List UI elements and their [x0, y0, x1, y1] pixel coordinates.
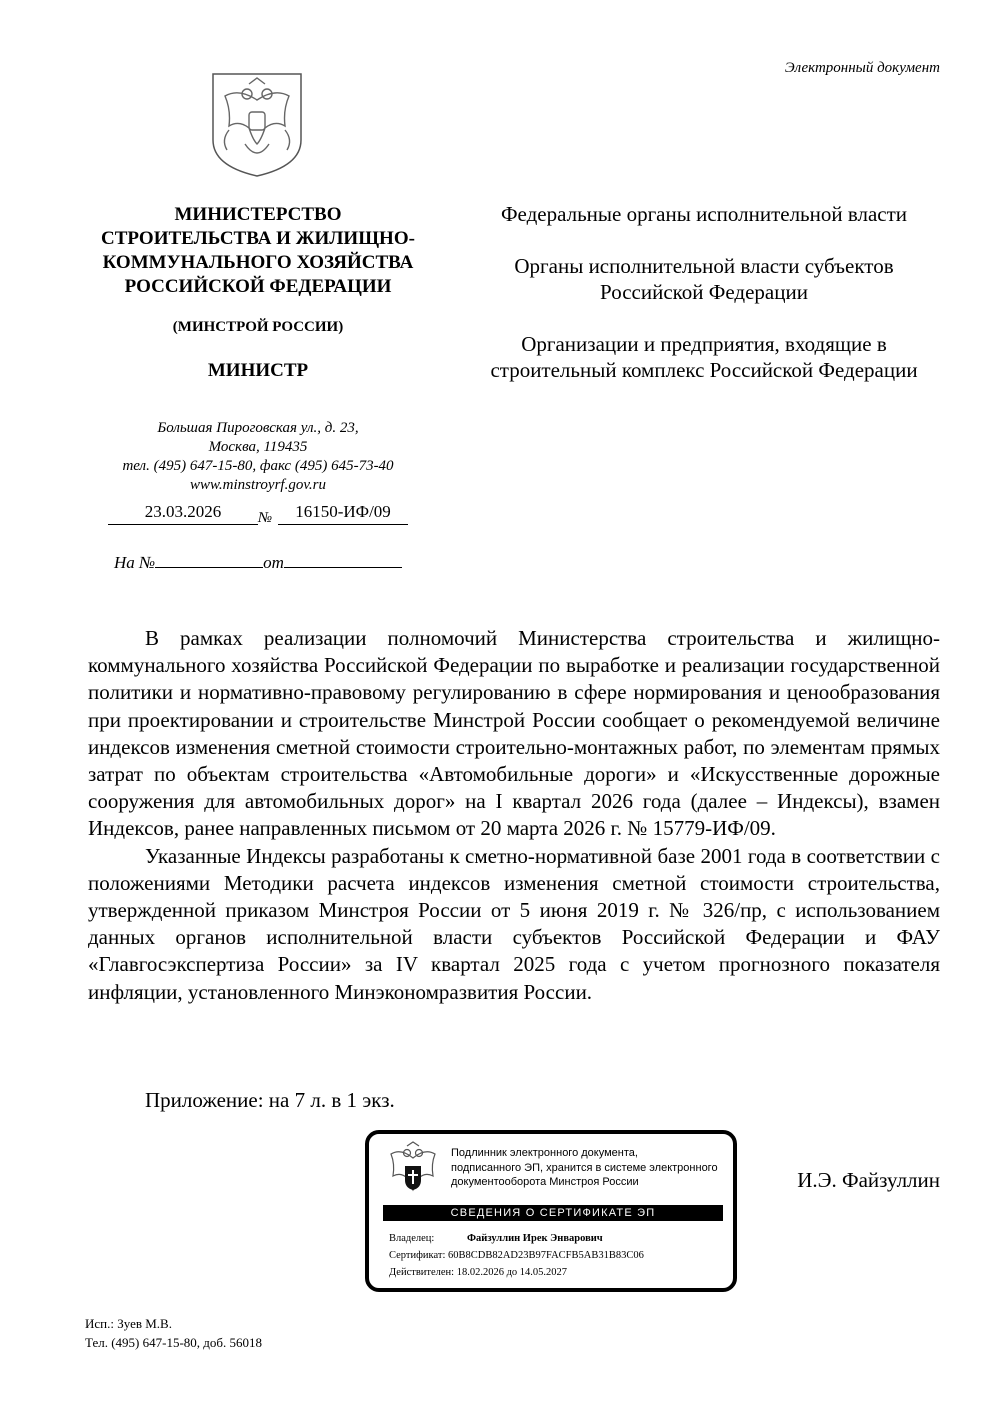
ministry-name — [80, 203, 436, 299]
executor-info — [85, 1314, 262, 1352]
certificate-owner-row — [389, 1230, 729, 1247]
reference-from: от — [263, 553, 284, 572]
reference-date-blank — [284, 550, 402, 568]
signer-name: И.Э. Файзуллин — [797, 1168, 940, 1192]
coat-of-arms-badge-icon — [385, 1140, 441, 1202]
owner-label: Владелец: — [389, 1233, 435, 1244]
ministry-line: РОССИЙСКОЙ ФЕДЕРАЦИИ — [124, 276, 392, 297]
stamp-header-line: документооборота Минстроя России — [451, 1176, 639, 1188]
recipients-block — [480, 201, 928, 409]
certificate-info — [389, 1230, 729, 1281]
reference-line — [114, 550, 414, 576]
executor-phone: Тел. (495) 647-15-80, доб. 56018 — [85, 1335, 262, 1350]
ministry-line: МИНИСТЕРСТВО — [174, 204, 342, 225]
electronic-signature-stamp — [365, 1130, 737, 1292]
russian-coat-of-arms-icon — [209, 70, 305, 180]
registration-line — [108, 502, 408, 532]
cert-serial: 60B8CDB82AD23B97FACFB5AB31B83C06 — [448, 1250, 644, 1261]
electronic-document-note: Электронный документ — [784, 60, 940, 76]
owner-name: Файзуллин Ирек Энварович — [467, 1233, 603, 1244]
address-line: Москва, 119435 — [208, 439, 308, 455]
address-line: www.minstroyrf.gov.ru — [190, 477, 326, 493]
registration-number-label: № — [258, 510, 273, 526]
recipient: Организации и предприятия, входящие в строительный комплекс Российской Федерации — [490, 332, 918, 382]
certificate-info-bar: СВЕДЕНИЯ О СЕРТИФИКАТЕ ЭП — [383, 1205, 723, 1221]
sender-position: МИНИСТР — [207, 360, 309, 381]
appendix-note: Приложение: на 7 л. в 1 экз. — [145, 1088, 395, 1112]
executor-name: Исп.: Зуев М.В. — [85, 1316, 172, 1331]
registration-date: 23.03.2026 — [108, 502, 258, 525]
stamp-header — [451, 1146, 733, 1190]
ministry-line: КОММУНАЛЬНОГО ХОЗЯЙСТВА — [102, 252, 414, 273]
ministry-short-name: (МИНСТРОЙ РОССИИ) — [172, 319, 344, 335]
stamp-header-line: подписанного ЭП, хранится в системе электронного — [451, 1161, 718, 1174]
registration-number: 16150-ИФ/09 — [278, 502, 408, 525]
recipient: Органы исполнительной власти субъектов Российской Федерации — [514, 254, 894, 304]
ministry-line: СТРОИТЕЛЬСТВА И ЖИЛИЩНО- — [101, 228, 415, 249]
valid-label: Действителен: — [389, 1267, 455, 1278]
recipient: Федеральные органы исполнительной власти — [500, 202, 908, 226]
cert-label: Сертификат: — [389, 1250, 446, 1261]
stamp-header-line: Подлинник электронного документа, — [451, 1147, 638, 1159]
address-line: тел. (495) 647-15-80, факс (495) 645-73-40 — [122, 458, 394, 474]
reference-prefix: На № — [114, 553, 156, 572]
address-line: Большая Пироговская ул., д. 23, — [157, 420, 359, 436]
valid-period: 18.02.2026 до 14.05.2027 — [456, 1267, 568, 1278]
sender-address — [80, 419, 436, 495]
letter-body — [88, 625, 940, 1006]
certificate-valid-row — [389, 1264, 729, 1281]
body-paragraph: Указанные Индексы разработаны к сметно-нормативной базе 2001 года в соответствии с положениями Методики расчета индексов изменения сметной стоимости строительства, утвержденной приказом Минстроя России от 5 июня 2019 г. № 326/пр, с использованием данных органов исполнительной власти субъектов Российской Федерации и ФАУ «Главгосэкспертиза России» за IV квартал 2025 года с учетом прогнозного показателя инфляции, установленного Минэкономразвития России. — [88, 843, 940, 1004]
certificate-serial-row — [389, 1247, 729, 1264]
reference-number-blank — [155, 550, 263, 568]
body-paragraph: В рамках реализации полномочий Министерства строительства и жилищно-коммунального хозяйства Российской Федерации по выработке и реализации государственной политики и нормативно-правовому регулированию в сфере нормирования и ценообразования при проектировании и строительстве Минстрой России сообщает о рекомендуемой величине индексов изменения сметной стоимости строительно-монтажных работ, по элементам прямых затрат по объектам строительства «Автомобильные дороги» и «Искусственные дорожные сооружения для автомобильных дорог» на I квартал 2026 года (далее – Индексы), взамен Индексов, ранее направленных письмом от 20 марта 2026 г. № 15779-ИФ/09. — [88, 626, 940, 841]
